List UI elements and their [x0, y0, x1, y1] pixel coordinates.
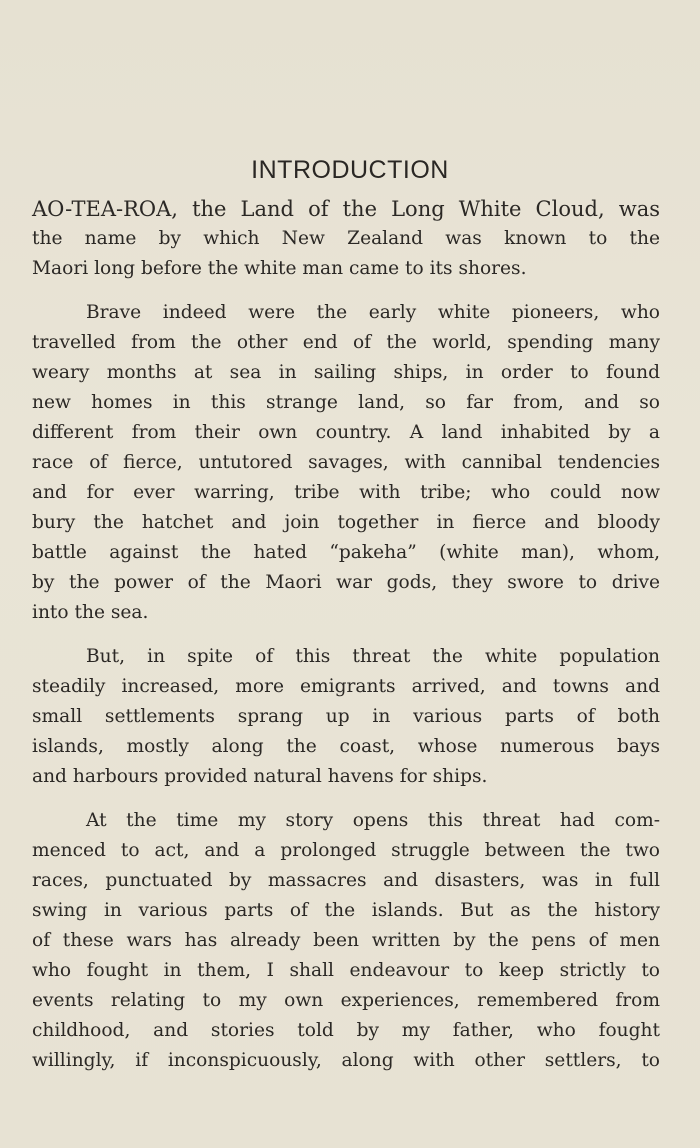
- chapter-heading: INTRODUCTION: [251, 156, 449, 184]
- text-line: steadily increased, more emigrants arrived, and towns and: [32, 676, 660, 697]
- text-line: menced to act, and a prolonged struggle between the two: [32, 840, 660, 861]
- text-line: and for ever warring, tribe with tribe; who could now: [32, 482, 660, 503]
- text-line: small settlements sprang up in various parts of both: [32, 706, 660, 727]
- text-line: islands, mostly along the coast, whose numerous bays: [32, 736, 660, 757]
- text-line: race of fierce, untutored savages, with cannibal tendencies: [32, 452, 660, 473]
- body-text: [32, 194, 660, 1090]
- text-line: by the power of the Maori war gods, they swore to drive: [32, 572, 660, 593]
- paragraph-2: [32, 298, 660, 628]
- text-line: of these wars has already been written by the pens of men: [32, 930, 660, 951]
- text-line: who fought in them, I shall endeavour to keep strictly to: [32, 960, 660, 981]
- text-line: AO-TEA-ROA, the Land of the Long White Cloud, was: [32, 197, 660, 221]
- text-line: battle against the hated “pakeha” (white man), whom,: [32, 542, 660, 563]
- text-line: races, punctuated by massacres and disasters, was in full: [32, 870, 660, 891]
- text-line: different from their own country. A land inhabited by a: [32, 422, 660, 443]
- text-line: Maori long before the white man came to its shores.: [32, 258, 527, 279]
- text-line: new homes in this strange land, so far from, and so: [32, 392, 660, 413]
- text-line: events relating to my own experiences, remembered from: [32, 990, 660, 1011]
- text-line: Brave indeed were the early white pioneers, who: [86, 302, 660, 323]
- text-line: willingly, if inconspicuously, along with other settlers, to: [32, 1050, 660, 1071]
- text-line: swing in various parts of the islands. But as the history: [32, 900, 660, 921]
- text-line: childhood, and stories told by my father, who fought: [32, 1020, 660, 1041]
- text-line: travelled from the other end of the world, spending many: [32, 332, 660, 353]
- paragraph-3: [32, 642, 660, 792]
- paragraph-1: [32, 194, 660, 284]
- text-line: into the sea.: [32, 602, 149, 623]
- text-line: the name by which New Zealand was known to the: [32, 228, 660, 249]
- text-line: But, in spite of this threat the white population: [86, 646, 660, 667]
- text-line: bury the hatchet and join together in fierce and bloody: [32, 512, 660, 533]
- text-line: At the time my story opens this threat had com-: [86, 810, 660, 831]
- text-line: weary months at sea in sailing ships, in order to found: [32, 362, 660, 383]
- paragraph-4: [32, 806, 660, 1076]
- text-line: and harbours provided natural havens for ships.: [32, 766, 488, 787]
